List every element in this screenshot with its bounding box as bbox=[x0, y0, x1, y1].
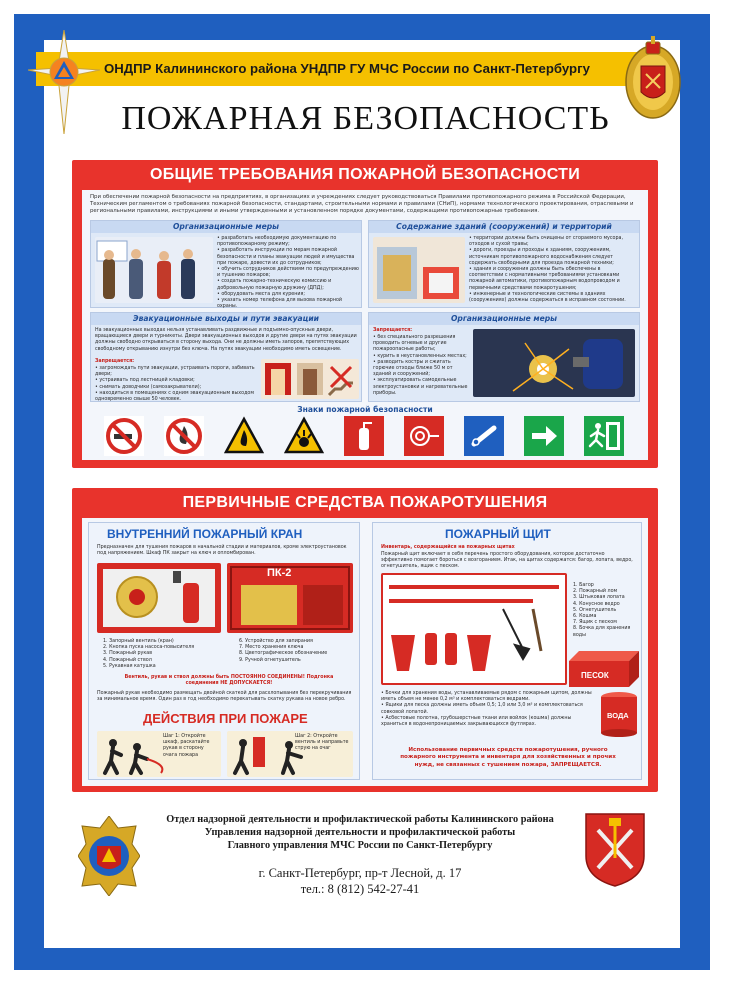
evacuation-item: • снимать доводчики (самозакрыватели); bbox=[95, 384, 202, 390]
evacuation-text: На эвакуационных выходах нельзя устанавливать раздвижные и подъемно-опускные двери, вращающиеся двери и турникеты. Двери эвакуационных выходов и другие двери на путях эвакуации должны свободно открываться в сторону выхода. Они не должны иметь запоров, препятствующих свободному открыванию изнутри без ключа. На путях эвакуации необходимо иметь освещение. bbox=[95, 328, 357, 352]
org-measures-2-list bbox=[373, 335, 469, 397]
fire-shield-title: ПОЖАРНЫЙ ЩИТ bbox=[445, 527, 551, 541]
fire-shield-intro-head: Инвентарь, содержащийся на пожарных щитах bbox=[381, 545, 515, 550]
evacuation-item: • устраивать под лестницей кладовки; bbox=[95, 378, 195, 384]
org-measures-list bbox=[217, 236, 359, 310]
crane-part: 7. Место хранения ключа bbox=[239, 645, 304, 651]
buildings-item: • инженерные и технологические системы в зданиях (сооружениях) должны содержаться в исправном состоянии. bbox=[469, 291, 626, 304]
org-measures-2-title: Организационные меры bbox=[369, 313, 639, 325]
fire-shield-list bbox=[573, 583, 639, 639]
org-measures-box bbox=[90, 220, 362, 308]
fire-hose-sign-icon bbox=[404, 416, 444, 456]
water-label: ВОДА bbox=[607, 711, 629, 720]
fire-crane-box bbox=[88, 522, 360, 780]
general-requirements-body bbox=[82, 190, 648, 460]
crane-part: 8. Цветографическое обозначение bbox=[239, 651, 328, 657]
welding-image bbox=[473, 329, 635, 397]
fire-extinguisher-sign-icon bbox=[344, 416, 384, 456]
org-measure-item: • оборудовать места для курения; bbox=[217, 291, 305, 297]
evacuation-box bbox=[90, 312, 362, 402]
fire-shield-intro: Пожарный щит включает в себя перечень простого оборудования, которое достаточно эффективно помогает бороться с возгоранием. Итак, на щитах содержатся: багор, лопата, ведро, огнетушитель, ящик с песком. bbox=[381, 552, 633, 570]
shield-item: 2. Пожарный лом bbox=[573, 589, 618, 595]
fire-shield-warning: Использование первичных средств пожаротушения, ручного пожарного инструмента и инвентаря для хозяйственных и прочих нужд, не связанных с тушением пожара, ЗАПРЕЩАЕТСЯ. bbox=[400, 747, 616, 768]
buildings-list bbox=[469, 236, 635, 304]
page-title: ПОЖАРНАЯ БЕЗОПАСНОСТЬ bbox=[121, 100, 610, 137]
action-step2-text: Шаг 2: Откройте вентиль и направьте струю на очаг bbox=[295, 734, 349, 752]
crane-part: 6. Устройство для запирания bbox=[239, 639, 313, 644]
footer-line-2: Управления надзорной деятельности и профилактической работы bbox=[204, 827, 516, 838]
crane-part: 4. Пожарный ствол bbox=[103, 657, 152, 663]
primary-means-body bbox=[82, 518, 648, 786]
org-measures-2-forbidden-label: Запрещается: bbox=[373, 328, 413, 333]
fire-actions-title: ДЕЙСТВИЯ ПРИ ПОЖАРЕ bbox=[143, 711, 308, 726]
org-measure-item: • создать пожарно-техническую комиссию и добровольную пожарную дружину (ДПД); bbox=[217, 279, 332, 291]
crane-parts-list-left bbox=[103, 639, 223, 670]
general-requirements-title: ОБЩИЕ ТРЕБОВАНИЯ ПОЖАРНОЙ БЕЗОПАСНОСТИ bbox=[149, 166, 581, 183]
shield-item: 8. Бочка для хранения воды bbox=[573, 626, 631, 638]
emergency-exit-sign-icon bbox=[584, 416, 624, 456]
primary-means-title: ПЕРВИЧНЫЕ СРЕДСТВА ПОЖАРОТУШЕНИЯ bbox=[182, 494, 548, 511]
fire-cabinet-open-image bbox=[97, 563, 221, 633]
crane-note: Пожарный рукав необходимо размещать двойной скаткой для расхлопывания без перекручивания за минимальное время. Один раз в год необходимо перекатывать скатку рукава на новое ребро. bbox=[97, 691, 352, 703]
fire-hydrant-sign-icon bbox=[464, 416, 504, 456]
evacuation-forbidden-label: Запрещается: bbox=[95, 359, 135, 364]
crane-part: 5. Рукавная катушка bbox=[103, 663, 156, 669]
org-measures-title: Организационные меры bbox=[91, 221, 361, 233]
sand-label: ПЕСОК bbox=[581, 671, 609, 680]
footer-line-3: Главного управления МЧС России по Санкт-Петербургу bbox=[227, 840, 493, 851]
org-measures-2-item: • курить в неустановленных местах; bbox=[373, 353, 467, 359]
crane-part: 9. Ручной огнетушитель bbox=[239, 657, 301, 663]
crane-part: 2. Кнопка пуска насоса-повысителя bbox=[103, 645, 195, 651]
shield-item: 7. Ящик с песком bbox=[573, 620, 617, 626]
buildings-title: Содержание зданий (сооружений) и территорий bbox=[369, 221, 639, 233]
fire-shield-box bbox=[372, 522, 642, 780]
general-requirements-panel bbox=[72, 160, 658, 468]
general-intro-text: При обеспечении пожарной безопасности на предприятиях, в организациях и учреждениях следует руководствоваться Правилами противопожарного режима в Российской Федерации, Техническим регламентом о требованиях пожарной безопасности, стандартами, строительными нормами и правилами (СНиП), нормами технологического проектирования, отраслевыми и региональными правилами, инструкциями и иными утвержденными и установленном порядке документами, содержащими противопожарные требования. bbox=[90, 194, 634, 214]
buildings-item: • здания и сооружения должны быть обеспечены в соответствии с нормативными требованиями установками пожарной автоматики, противопожарным водопроводом и первичными средствами пожаротушения; bbox=[469, 267, 620, 291]
mchs-emblem-icon bbox=[78, 816, 140, 896]
fire-shield-image bbox=[381, 573, 567, 685]
org-measure-item: • разработать инструкции по мерам пожарной безопасности и планы эвакуации людей и имущества при пожаре, довести их до сотрудников; bbox=[217, 248, 355, 266]
evacuation-list bbox=[95, 366, 255, 403]
no-smoking-sign-icon bbox=[104, 416, 144, 456]
crane-red-note: Вентиль, рукав и ствол должны быть ПОСТОЯННО СОЕДИНЕНЫ! Подгонка соединения НЕ ДОПУСКАЕТСЯ! bbox=[124, 675, 334, 687]
footer-phone: тел.: 8 (812) 542-27-41 bbox=[300, 882, 420, 896]
evacuation-corridor-image bbox=[261, 359, 359, 399]
safety-signs-title: Знаки пожарной безопасности bbox=[297, 405, 433, 414]
buildings-box bbox=[368, 220, 640, 308]
crane-parts-list-right bbox=[239, 639, 359, 664]
buildings-item: • территории должны быть очищены от сгораемого мусора, отходов и сухой травы; bbox=[469, 236, 623, 248]
org-measures-2-item: • эксплуатировать самодельные электроустановки и нагревательные приборы. bbox=[373, 378, 468, 396]
shield-item: 5. Огнетушитель bbox=[573, 607, 617, 613]
primary-means-panel bbox=[72, 488, 658, 792]
org-measures-2-item: • без специального разрешения проводить огневые и другие пожароопасные работы; bbox=[373, 335, 456, 353]
office-people-image bbox=[95, 237, 213, 303]
shield-item: 4. Конусное ведро bbox=[573, 601, 620, 607]
footer-address: г. Санкт-Петербург, пр-т Лесной, д. 17 bbox=[258, 866, 462, 880]
explosive-warning-sign-icon bbox=[284, 416, 324, 456]
building-interior-image bbox=[373, 237, 465, 303]
footer-line-1: Отдел надзорной деятельности и профилактической работы Калининского района bbox=[166, 814, 554, 825]
fire-shield-notes bbox=[381, 691, 595, 728]
shield-note: • Ящики для песка должны иметь объем 0,5; 1,0 или 3,0 м³ и комплектоваться совковой лопатой. bbox=[381, 703, 583, 715]
org-measure-item: • обучить сотрудников действиям по предупреждению и тушению пожаров; bbox=[217, 267, 359, 279]
shield-item: 1. Багор bbox=[573, 583, 594, 588]
evacuation-title: Эвакуационные выходы и пути эвакуации bbox=[91, 313, 361, 325]
org-measure-item: • разработать необходимую документацию по противопожарному режиму; bbox=[217, 236, 337, 248]
org-measures-2-box bbox=[368, 312, 640, 402]
buildings-item: • дороги, проезды и проходы к зданиям, сооружениям, источникам противопожарного водоснабжения следует содержать свободными для проезда пожарной техники; bbox=[469, 248, 614, 266]
shield-item: 3. Штыковая лопата bbox=[573, 595, 625, 601]
crane-part: 1. Запорный вентиль (кран) bbox=[103, 639, 174, 644]
fire-crane-intro: Предназначен для тушения пожаров в начальной стадии и материалов, кроме электроустановок под напряжением. Шкаф ПК закрыт на ключ и опломбирован. bbox=[97, 545, 347, 557]
fire-crane-title: ВНУТРЕННИЙ ПОЖАРНЫЙ КРАН bbox=[107, 527, 303, 541]
banner-text: ОНДПР Калининского района УНДПР ГУ МЧС России по Санкт-Петербургу bbox=[104, 61, 590, 76]
evacuation-item: • загромождать пути эвакуации, устраивать пороги, забивать двери; bbox=[95, 366, 255, 378]
exit-arrow-sign-icon bbox=[524, 416, 564, 456]
spb-coat-of-arms-icon bbox=[584, 812, 646, 888]
shield-note: • Бочки для хранения воды, устанавливаемые рядом с пожарным щитом, должны иметь объем не менее 0,2 м³ и комплектоваться ведрами. bbox=[381, 691, 592, 703]
sand-box-icon bbox=[569, 651, 639, 687]
crane-part: 3. Пожарный рукав bbox=[103, 651, 153, 657]
org-measures-2-item: • разводить костры и сжигать горючие отходы ближе 50 м от зданий и сооружений; bbox=[373, 359, 453, 378]
shield-note: • Асбестовые полотна, грубошерстные ткани или войлок (кошма) должны храниться в водонепроницаемых закрывающихся футлярах. bbox=[381, 715, 572, 728]
action-step1-text: Шаг 1: Откройте шкаф, раскатайте рукав в сторону очага пожара bbox=[163, 734, 210, 758]
cabinet-label: ПК-2 bbox=[267, 567, 292, 579]
org-measure-item: • указать номер телефона для вызова пожарной охраны. bbox=[217, 298, 343, 310]
flammable-warning-sign-icon bbox=[224, 416, 264, 456]
shield-item: 6. Кошма bbox=[573, 614, 597, 620]
no-open-fire-sign-icon bbox=[164, 416, 204, 456]
evacuation-item: • находиться в помещениях с одним эвакуационным выходом одновременно свыше 50 человек. bbox=[95, 390, 254, 403]
